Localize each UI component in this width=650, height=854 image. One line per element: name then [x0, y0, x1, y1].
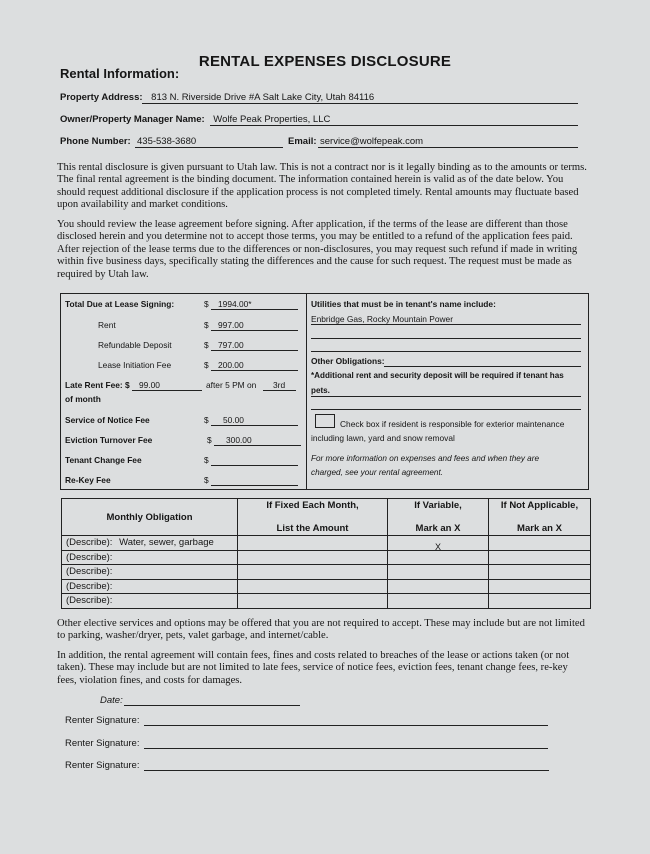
email-label: Email:: [288, 136, 317, 147]
deposit-dollar: $: [204, 340, 209, 350]
table-row: [62, 594, 591, 609]
variable-cell[interactable]: [388, 550, 489, 565]
header-not-applicable: [489, 499, 591, 536]
rekey-label: Re-Key Fee: [65, 475, 111, 485]
rent-dollar: $: [204, 320, 209, 330]
owner-value: Wolfe Peak Properties, LLC: [213, 114, 331, 125]
fixed-cell[interactable]: [238, 565, 388, 580]
describe-value[interactable]: Water, sewer, garbage: [119, 537, 214, 549]
describe-label: (Describe):: [66, 595, 113, 607]
date-field[interactable]: [124, 705, 300, 706]
owner-label: Owner/Property Manager Name:: [60, 114, 205, 125]
table-row: [62, 536, 591, 551]
phone-line: [135, 147, 283, 148]
phone-label: Phone Number:: [60, 136, 131, 147]
tenant-change-dollar: $: [204, 455, 209, 465]
table-row: [62, 550, 591, 565]
fixed-cell[interactable]: [238, 579, 388, 594]
header-na-top: If Not Applicable,: [500, 500, 579, 511]
document-title: RENTAL EXPENSES DISCLOSURE: [198, 53, 452, 70]
fixed-cell[interactable]: [238, 536, 388, 551]
rent-value: 997.00: [218, 320, 244, 330]
utilities-label: Utilities that must be in tenant's name include:: [311, 299, 496, 309]
deposit-label: Refundable Deposit: [98, 340, 172, 350]
late-fee-value: 99.00: [139, 380, 160, 390]
property-address-value: 813 N. Riverside Drive #A Salt Lake City, Utah 84116: [151, 92, 375, 103]
notice-fee-value: 50.00: [223, 415, 244, 425]
monthly-obligation-table: [61, 498, 591, 609]
rent-label: Rent: [98, 320, 116, 330]
na-cell[interactable]: [489, 579, 591, 594]
table-row: [62, 579, 591, 594]
variable-cell[interactable]: [388, 579, 489, 594]
na-cell[interactable]: [489, 594, 591, 609]
total-label: Total Due at Lease Signing:: [65, 299, 175, 309]
utilities-value: Enbridge Gas, Rocky Mountain Power: [311, 314, 453, 324]
total-dollar: $: [204, 299, 209, 309]
header-fixed-top: If Fixed Each Month,: [266, 500, 359, 511]
eviction-dollar: $: [207, 435, 212, 445]
table-header-row: [62, 499, 591, 536]
elective-services-paragraph: Other elective services and options may be offered that you are not required to accept. These may include but are not limited to parking, washer/dryer, pets, valet garbage, and internet/cable.: [57, 618, 585, 642]
header-fixed: [238, 499, 388, 536]
fixed-cell[interactable]: [238, 550, 388, 565]
initiation-dollar: $: [204, 360, 209, 370]
notice-dollar: $: [204, 415, 209, 425]
more-info-line-1: For more information on expenses and fees and when they are: [311, 454, 540, 463]
disclosure-paragraph-2: You should review the lease agreement before signing. After application, if the terms of the lease are different than those disclosed herein and you determine not to accept those terms, you may be entitled to a refund of the application fees paid. After rejection of the lease terms due to the differences or non-disclosures, you may request such refund if made in writing within five business days, specifically stating the differences and the cause for such request. The request must be made as required by Utah law.: [57, 219, 578, 280]
na-cell[interactable]: [489, 565, 591, 580]
other-note-line-1: *Additional rent and security deposit will be required if tenant has: [311, 371, 564, 380]
initiation-label: Lease Initiation Fee: [98, 360, 172, 370]
fixed-cell[interactable]: [238, 594, 388, 609]
rekey-dollar: $: [204, 475, 209, 485]
na-cell[interactable]: [489, 550, 591, 565]
na-cell[interactable]: [489, 536, 591, 551]
checkbox-text-2: including lawn, yard and snow removal: [311, 433, 455, 443]
more-info-line-2: charged, see your rental agreement.: [311, 468, 443, 477]
late-fee-label: Late Rent Fee: $: [65, 380, 130, 390]
renter-signature-field-1[interactable]: [144, 725, 548, 726]
eviction-fee-label: Eviction Turnover Fee: [65, 435, 153, 445]
renter-signature-label-3: Renter Signature:: [65, 760, 140, 771]
header-variable: [388, 499, 489, 536]
initiation-value: 200.00: [218, 360, 244, 370]
disclosure-paragraph-1: This rental disclosure is given pursuant to Utah law. This is not a contract nor is it legally binding as to the amounts or terms. The final rental agreement is the binding document. The information contained herein is valid as of the date below. You should request additional disclosure if the application process is not completed timely. Rental amounts may fluctuate based upon availability and market conditions.: [57, 162, 587, 211]
variable-cell[interactable]: [388, 594, 489, 609]
notice-fee-label: Service of Notice Fee: [65, 415, 150, 425]
late-fee-after: after 5 PM on: [206, 380, 257, 390]
tenant-change-label: Tenant Change Fee: [65, 455, 142, 465]
eviction-fee-value: 300.00: [226, 435, 252, 445]
exterior-maintenance-checkbox[interactable]: [315, 414, 335, 428]
variable-cell[interactable]: [388, 565, 489, 580]
owner-line: [210, 125, 578, 126]
email-value: service@wolfepeak.com: [320, 136, 424, 147]
renter-signature-label-2: Renter Signature:: [65, 738, 140, 749]
table-row: [62, 565, 591, 580]
header-variable-top: If Variable,: [414, 500, 462, 511]
describe-label: (Describe):: [66, 537, 113, 549]
total-value: 1994.00*: [218, 299, 252, 309]
section-heading: Rental Information:: [60, 66, 180, 81]
phone-value: 435-538-3680: [137, 136, 197, 147]
header-variable-bottom: Mark an X: [415, 523, 461, 534]
header-monthly-obligation: Monthly Obligation: [62, 499, 238, 536]
deposit-value: 797.00: [218, 340, 244, 350]
describe-label: (Describe):: [66, 566, 113, 578]
renter-signature-label-1: Renter Signature:: [65, 715, 140, 726]
property-address-label: Property Address:: [60, 92, 143, 103]
describe-label: (Describe):: [66, 580, 113, 592]
describe-label: (Describe):: [66, 551, 113, 563]
renter-signature-field-3[interactable]: [144, 770, 549, 771]
other-obligations-label: Other Obligations:: [311, 356, 385, 366]
email-line: [318, 147, 578, 148]
late-fee-suffix: of month: [65, 394, 101, 404]
header-na-bottom: Mark an X: [517, 523, 562, 534]
header-fixed-bottom: List the Amount: [276, 523, 349, 534]
owner-row: [60, 114, 330, 125]
other-note-line-2: pets.: [311, 386, 330, 395]
variable-cell[interactable]: X: [388, 536, 489, 551]
date-label: Date:: [100, 695, 123, 706]
fees-fines-paragraph: In addition, the rental agreement will contain fees, fines and costs related to breaches of the lease or actions taken (or not taken). These may include but are not limited to late fees, service of notice fees, eviction fees, tenant change fees, re-key fees, violation fines, and costs for damages.: [57, 650, 570, 686]
renter-signature-field-2[interactable]: [144, 748, 548, 749]
property-address-line: [142, 103, 578, 104]
property-address-row: [60, 92, 374, 103]
late-fee-day: 3rd: [273, 380, 286, 390]
checkbox-text-1: Check box if resident is responsible for exterior maintenance: [340, 419, 565, 429]
